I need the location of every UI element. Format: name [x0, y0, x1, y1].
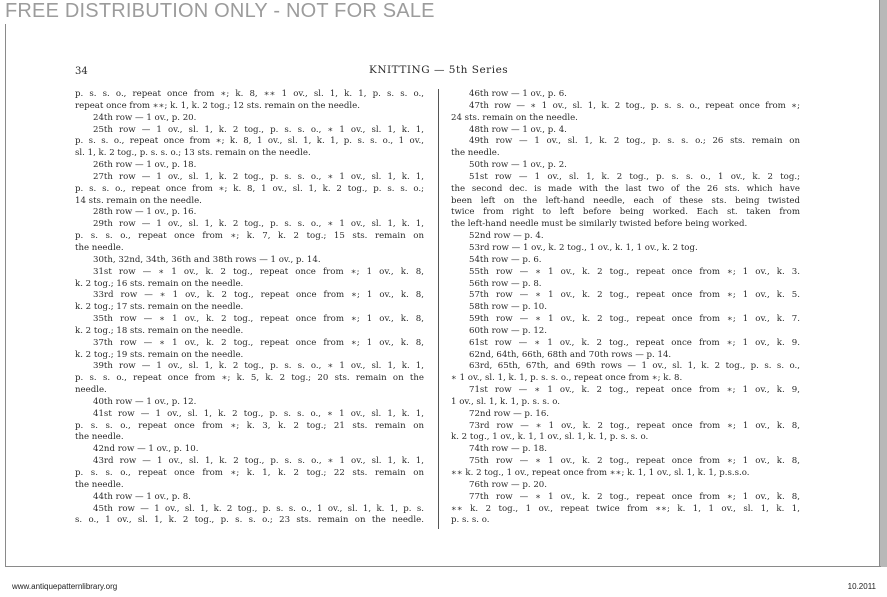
page-border-right-line — [879, 0, 880, 567]
page-number: 34 — [75, 66, 88, 77]
text-line: 31st row — ∗ 1 ov., k. 2 tog., repeat once from ∗; 1 ov., k. 8, — [93, 266, 424, 277]
text-line: 59th row — ∗ 1 ov., k. 2 tog., repeat once from ∗; 1 ov., k. 7. — [469, 314, 800, 325]
page-border-right — [880, 0, 887, 567]
text-line: 39th row — 1 ov., sl. 1, k. 2 tog., p. s. s. o., ∗ 1 ov., sl. 1, k. 1, — [93, 361, 424, 372]
text-line: 42nd row — 1 ov., p. 10. — [93, 444, 199, 455]
text-line: 14 sts. remain on the needle. — [75, 195, 202, 206]
text-line: p. s. s. o., repeat once from ∗; k. 7, k. 2 tog.; 15 sts. remain on — [75, 231, 424, 242]
text-line: sl. 1, k. 2 tog., p. s. s. o.; 13 sts. remain on the needle. — [75, 148, 311, 159]
text-line: k. 2 tog.; 18 sts. remain on the needle. — [75, 325, 244, 336]
text-line: 43rd row — 1 ov., sl. 1, k. 2 tog., p. s. s. o., ∗ 1 ov., sl. 1, k. 1, — [93, 456, 424, 467]
right-column — [451, 89, 800, 527]
text-line: 61st row — ∗ 1 ov., k. 2 tog., repeat once from ∗; 1 ov., k. 9. — [469, 337, 800, 348]
column-divider — [438, 89, 439, 529]
text-line: 25th row — 1 ov., sl. 1, k. 2 tog., p. s. s. o., ∗ 1 ov., sl. 1, k. 1, — [93, 124, 424, 135]
text-line: 52nd row — p. 4. — [469, 231, 544, 242]
text-line: k. 2 tog.; 19 sts. remain on the needle. — [75, 349, 244, 360]
text-line: twice from right to left before being worked. Each st. taken from — [451, 207, 800, 218]
text-line: 30th, 32nd, 34th, 36th and 38th rows — 1 ov., p. 14. — [93, 254, 321, 265]
text-line: s. o., 1 ov., sl. 1, k. 2 tog., p. s. s. o.; 23 sts. remain on the needle. — [75, 515, 424, 526]
text-line: the left-hand needle must be similarly twisted before being worked. — [451, 219, 748, 230]
text-line: p. s. s. o., repeat once from ∗; k. 8, 1 ov., sl. 1, k. 2 tog., p. s. s. o.; — [75, 183, 424, 194]
text-line: 46th row — 1 ov., p. 6. — [469, 89, 567, 99]
text-line: 60th row — p. 12. — [469, 325, 547, 336]
text-line: ∗∗ k. 2 tog., 1 ov., repeat once from ∗∗; k. 1, 1 ov., sl. 1, k. 1, p.s.s.o. — [451, 468, 750, 478]
text-line: 76th row — p. 20. — [469, 479, 547, 490]
text-line: 44th row — 1 ov., p. 8. — [93, 491, 191, 502]
text-line: the needle. — [451, 148, 500, 159]
text-line: p. s. s. o. — [451, 515, 490, 526]
text-line: 48th row — 1 ov., p. 4. — [469, 124, 567, 135]
text-line: needle. — [75, 385, 107, 396]
text-line: 57th row — ∗ 1 ov., k. 2 tog., repeat once from ∗; 1 ov., k. 5. — [469, 290, 800, 301]
text-line: p. s. s. o., repeat once from ∗; k. 8, ∗∗ 1 ov., sl. 1, k. 1, p. s. s. o., — [75, 89, 424, 99]
text-line: 28th row — 1 ov., p. 16. — [93, 207, 197, 218]
text-line: 40th row — 1 ov., p. 12. — [93, 396, 197, 407]
text-line: the needle. — [75, 242, 124, 253]
text-line: 72nd row — p. 16. — [469, 408, 550, 419]
text-line: 33rd row — ∗ 1 ov., k. 2 tog., repeat once from ∗; 1 ov., k. 8, — [93, 290, 424, 301]
text-line: 49th row — 1 ov., sl. 1, k. 2 tog., p. s. s. o.; 26 sts. remain on — [469, 136, 800, 147]
text-line: 55th row — ∗ 1 ov., k. 2 tog., repeat once from ∗; 1 ov., k. 3. — [469, 266, 800, 277]
page-border-left — [5, 24, 6, 567]
text-line: 54th row — p. 6. — [469, 254, 542, 265]
text-line: 41st row — 1 ov., sl. 1, k. 2 tog., p. s. s. o., ∗ 1 ov., sl. 1, k. 1, — [93, 408, 424, 419]
footer-url: www.antiquepatternlibrary.org — [12, 582, 118, 591]
text-line: p. s. s. o., repeat once from ∗; k. 3, k. 2 tog.; 21 sts. remain on — [75, 420, 424, 431]
text-line: ∗ 1 ov., sl. 1, k. 1, p. s. s. o., repeat once from ∗; k. 8. — [451, 373, 683, 384]
text-line: 35th row — ∗ 1 ov., k. 2 tog., repeat once from ∗; 1 ov., k. 8, — [93, 314, 424, 325]
page-border-bottom — [5, 566, 881, 567]
watermark-text: FREE DISTRIBUTION ONLY - NOT FOR SALE — [5, 0, 435, 22]
text-line: 62nd, 64th, 66th, 68th and 70th rows — p. 14. — [469, 349, 672, 360]
text-line: 75th row — ∗ 1 ov., k. 2 tog., repeat once from ∗; 1 ov., k. 8, — [469, 456, 800, 467]
text-line: 24 sts. remain on the needle. — [451, 112, 578, 123]
text-line: 74th row — p. 18. — [469, 444, 547, 455]
text-line: 1 ov., sl. 1, k. 1, p. s. s. o. — [451, 396, 561, 407]
text-line: the needle. — [75, 479, 124, 490]
text-line: p. s. s. o., repeat once from ∗; k. 1, k. 2 tog.; 22 sts. remain on — [75, 468, 424, 478]
text-line: 51st row — 1 ov., sl. 1, k. 2 tog., p. s. s. o., 1 ov., k. 2 tog.; — [469, 171, 800, 182]
text-line: 47th row — ∗ 1 ov., sl. 1, k. 2 tog., p. s. s. o., repeat once from ∗; — [469, 100, 800, 111]
text-line: the second dec. is made with the last two of the 26 sts. which have — [451, 183, 800, 194]
text-line: 53rd row — 1 ov., k. 2 tog., 1 ov., k. 1, 1 ov., k. 2 tog. — [469, 242, 698, 253]
text-line: been left on the left-hand needle, each of these sts. being twisted — [451, 195, 800, 206]
footer-date: 10.2011 — [847, 582, 876, 591]
text-line: 37th row — ∗ 1 ov., k. 2 tog., repeat once from ∗; 1 ov., k. 8, — [93, 337, 424, 348]
text-line: 58th row — p. 10. — [469, 302, 547, 313]
text-line: repeat once from ∗∗; k. 1, k. 2 tog.; 12 sts. remain on the needle. — [75, 100, 360, 111]
text-line: 26th row — 1 ov., p. 18. — [93, 160, 197, 171]
text-line: the needle. — [75, 432, 124, 443]
text-line: ∗∗ k. 2 tog., 1 ov., repeat twice from ∗∗; k. 1, 1 ov., sl. 1, k. 1, — [451, 503, 800, 514]
text-line: 73rd row — ∗ 1 ov., k. 2 tog., repeat once from ∗; 1 ov., k. 8, — [469, 420, 800, 431]
text-line: p. s. s. o., repeat once from ∗; k. 8, 1 ov., sl. 1, k. 1, p. s. s. o., 1 ov., — [75, 136, 424, 147]
text-line: k. 2 tog.; 16 sts. remain on the needle. — [75, 278, 244, 289]
text-line: 63rd, 65th, 67th, and 69th rows — 1 ov., sl. 1, k. 2 tog., p. s. s. o., — [469, 361, 800, 372]
text-line: 24th row — 1 ov., p. 20. — [93, 112, 197, 123]
text-line: p. s. s. o., repeat once from ∗; k. 5, k. 2 tog.; 20 sts. remain on the — [75, 373, 424, 384]
text-line: k. 2 tog., 1 ov., k. 1, 1 ov., sl. 1, k. 1, p. s. s. o. — [451, 432, 649, 443]
text-line: k. 2 tog.; 17 sts. remain on the needle. — [75, 302, 244, 313]
text-line: 56th row — p. 8. — [469, 278, 542, 289]
text-line: 50th row — 1 ov., p. 2. — [469, 160, 567, 171]
text-line: 77th row — ∗ 1 ov., k. 2 tog., repeat once from ∗; 1 ov., k. 8, — [469, 491, 800, 502]
text-line: 71st row — ∗ 1 ov., k. 2 tog., repeat once from ∗; 1 ov., k. 9, — [469, 385, 800, 396]
running-title: KNITTING — 5th Series — [369, 64, 509, 76]
text-line: 45th row — 1 ov., sl. 1, k. 2 tog., p. s. s. o., 1 ov., sl. 1, k. 1, p. s. — [93, 503, 424, 514]
left-column — [75, 89, 424, 527]
text-line: 27th row — 1 ov., sl. 1, k. 2 tog., p. s. s. o., ∗ 1 ov., sl. 1, k. 1, — [93, 171, 424, 182]
text-line: 29th row — 1 ov., sl. 1, k. 2 tog., p. s. s. o., ∗ 1 ov., sl. 1, k. 1, — [93, 219, 424, 230]
